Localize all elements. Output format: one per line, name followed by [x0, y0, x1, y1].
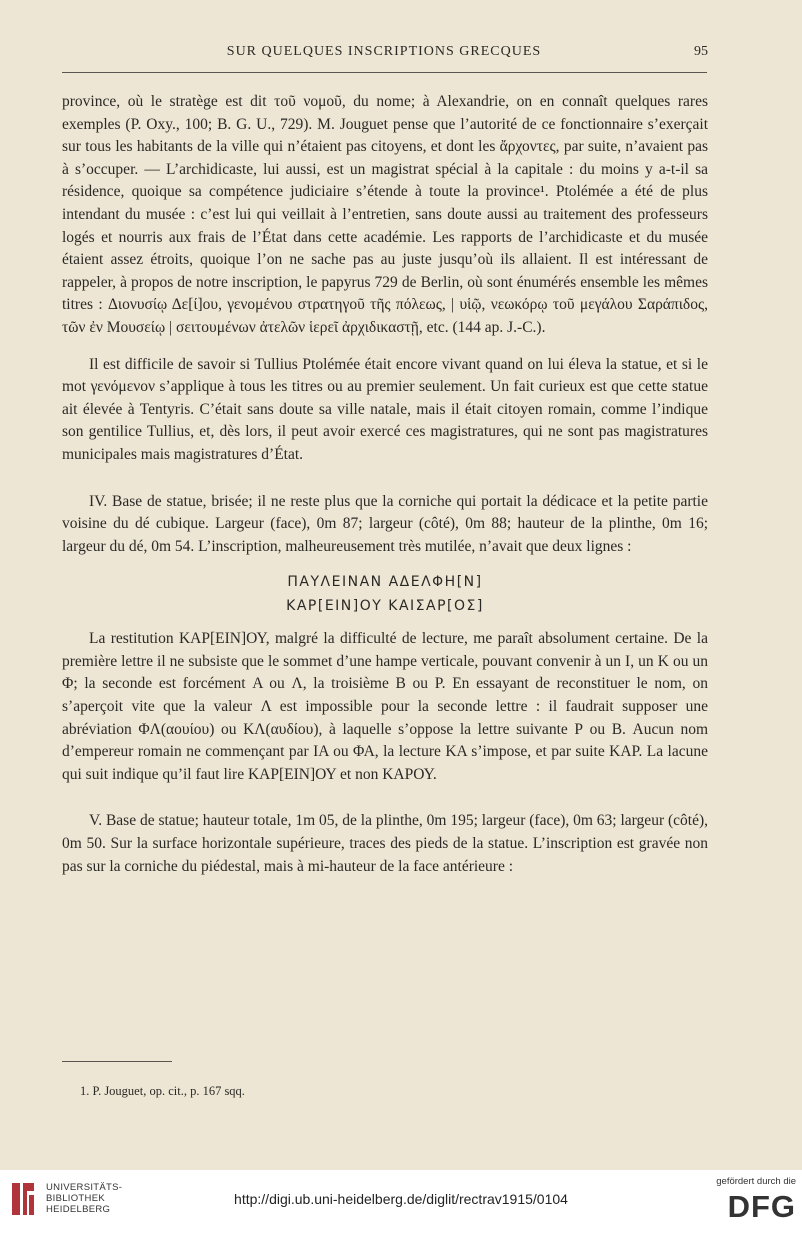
library-name-line-1: UNIVERSITÄTS-	[46, 1182, 123, 1193]
spacer	[62, 467, 708, 491]
inscription-block	[62, 570, 708, 618]
footnote-rule	[62, 1061, 172, 1062]
running-head	[60, 44, 708, 64]
footnote: 1. P. Jouguet, op. cit., p. 167 sqq.	[80, 1084, 245, 1098]
body-text	[62, 91, 708, 878]
inscription-line-1: ΠΑΥΛΕΙΝΑΝ ΑΔΕΛΦΗ[Ν]	[287, 574, 483, 591]
page-number: 95	[694, 44, 708, 59]
dfg-logo: DFG	[727, 1189, 796, 1224]
spacer	[62, 786, 708, 810]
digitization-footer	[0, 1170, 802, 1233]
spacer	[62, 340, 708, 354]
header-rule	[62, 72, 707, 73]
source-url-link[interactable]: http://digi.ub.uni-heidelberg.de/diglit/rectrav1915/0104	[234, 1191, 568, 1207]
paragraph-5: V. Base de statue; hauteur totale, 1m 05, de la plinthe, 0m 195; largeur (face), 0m 63; largeur (côté), 0m 50. Sur la surface horizontale supérieure, traces des pieds de la statue. L’inscription est gravée non pas sur la corniche du piédestal, mais à mi-hauteur de la face antérieure :	[62, 812, 708, 875]
paragraph-2: Il est difficile de savoir si Tullius Ptolémée était encore vivant quand on lui éleva la statue, et si le mot γενόμενον s’applique à tous les titres ou au premier seulement. Un fait curieux est que cette statue ait élevée à Tentyris. C’était sans doute sa ville natale, mais il était citoyen romain, comme l’indique son gentilice Tullius, et, dès lors, il peut avoir exercé ces magistratures, qui ne sont pas magistratures municipales mais magistratures d’État.	[62, 355, 708, 463]
paragraph-3: IV. Base de statue, brisée; il ne reste plus que la corniche qui portait la dédicace et la petite partie voisine du dé cubique. Largeur (face), 0m 87; largeur (côté), 0m 88; hauteur de la plinthe, 0m 16; largeur du dé, 0m 54. L’inscription, malheureusement très mutilée, n’avait que deux lignes :	[62, 492, 708, 555]
funded-by-label: gefördert durch die	[716, 1176, 796, 1187]
running-title: SUR QUELQUES INSCRIPTIONS GRECQUES	[226, 44, 542, 59]
paragraph-4: La restitution ΚΑΡ[ΕΙΝ]ΟΥ, malgré la difficulté de lecture, me paraît absolument certaine. De la première lettre il ne subsiste que le sommet d’une hampe verticale, pouvant convenir à un Ι, un Κ ou un Φ; la seconde est forcément Α ou Λ, la troisième Β ou Ρ. En essayant de reconstituer le nom, on s’aperçoit vite que la valeur Λ est impossible pour la seconde lettre : il faudrait supposer une abréviation ΦΛ(αουίου) ou ΚΛ(αυδίου), à laquelle s’oppose la lettre suivante Ρ ou Β. Aucun nom d’empereur romain ne commençant par ΙΑ ou ΦΑ, la lecture ΚΑ s’impose, et par suite ΚΑΡ. La lacune qui suit indique qu’il faut lire ΚΑΡ[ΕΙΝ]ΟΥ et non ΚΑΡΟΥ.	[62, 630, 708, 783]
inscription-line-2: ΚΑΡ[ΕΙΝ]ΟΥ ΚΑΙΣΑΡ[ΟΣ]	[286, 598, 484, 615]
library-name-line-3: HEIDELBERG	[46, 1204, 111, 1215]
library-name-line-2: BIBLIOTHEK	[46, 1193, 105, 1204]
paragraph-1: province, où le stratège est dit τοῦ νομοῦ, du nome; à Alexandrie, on en connaît quelques rares exemples (P. Oxy., 100; B. G. U., 729). M. Jouguet pense que l’autorité de ce fonctionnaire s’exerçait sur tous les habitants de la ville qui n’étaient pas citoyens, et dont les ἄρχοντες, par suite, n’avaient pas à s’occuper. — L’archidicaste, lui aussi, est un magistrat spécial à la capitale : du moins y a-t-il sa résidence, quoique sa compétence judiciaire s’étende à toute la province¹. Ptolémée a été de plus intendant du musée : c’est lui qui veillait à l’entretien, sans doute aussi au traitement des professeurs logés et nourris aux frais de l’État dans cette académie. Les rapports de l’archidicaste et du musée étaient assez étroits, quoique l’on ne sache pas au juste jusqu’où ils allaient. Il est intéressant de rappeler, à propos de notre inscription, le papyrus 729 de Berlin, où sont énumérés ensemble les mêmes titres : Διονυσίῳ Δε[ί]ου, γενομένου στρατηγοῦ τῆς πόλεως, | υἱῷ, νεωκόρῳ τοῦ μεγάλου Σαράπιδος, τῶν ἐν Μουσείῳ | σειτουμένων ἀτελῶν ἱερεῖ ἀρχιδικαστῇ, etc. (144 ap. J.-C.).	[62, 93, 708, 336]
